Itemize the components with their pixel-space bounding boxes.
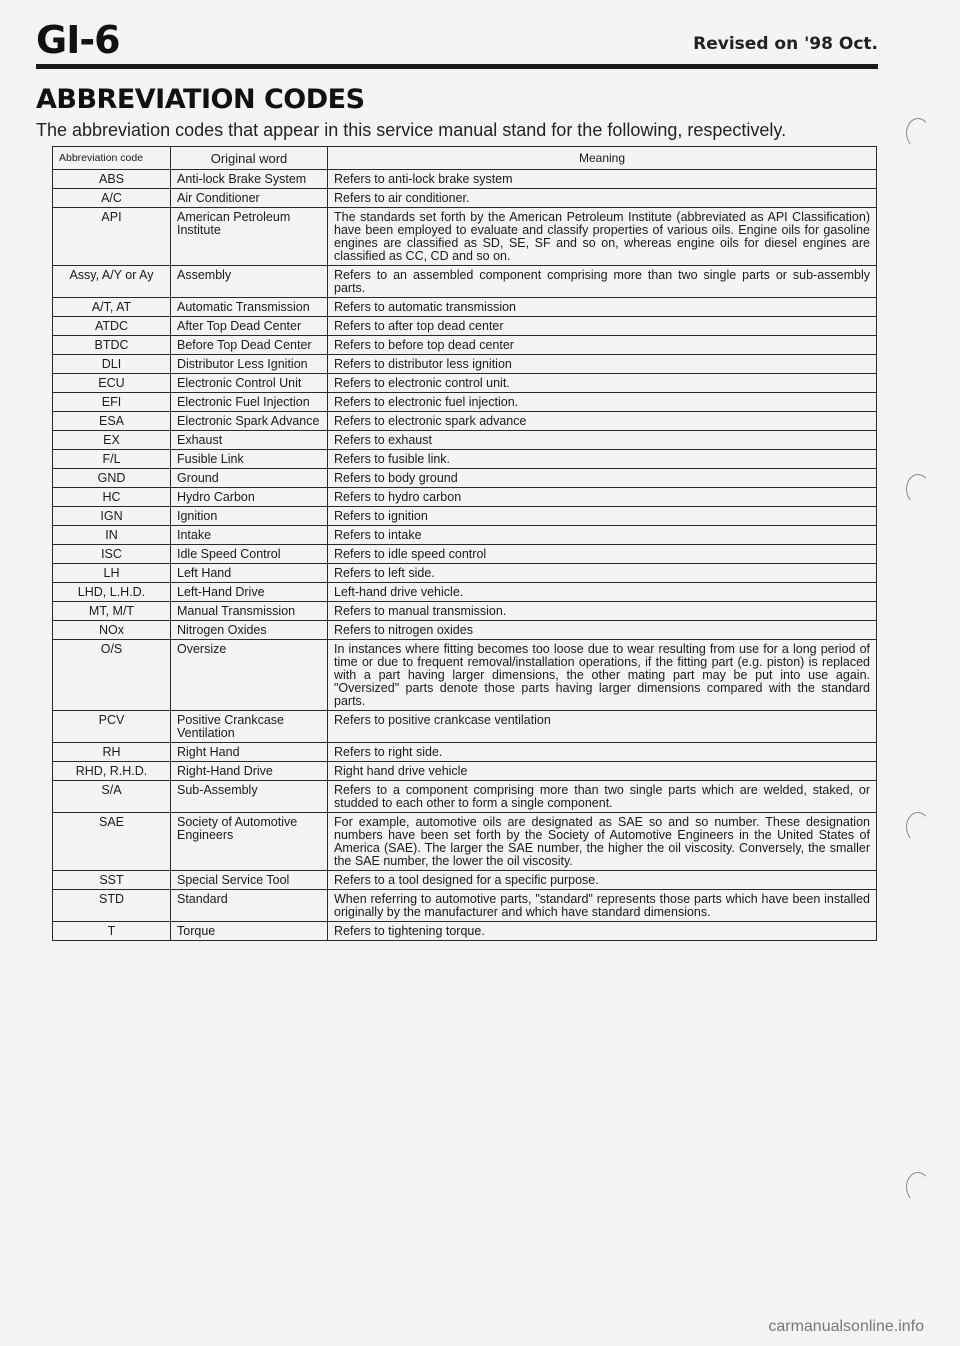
original-word-cell: Fusible Link bbox=[171, 450, 328, 469]
margin-hole-mark bbox=[906, 1172, 930, 1202]
table-row bbox=[53, 374, 877, 393]
original-word-cell: Nitrogen Oxides bbox=[171, 621, 328, 640]
meaning-cell: Refers to right side. bbox=[328, 743, 877, 762]
table-row bbox=[53, 564, 877, 583]
abbreviation-cell: EFI bbox=[53, 393, 171, 412]
table-row bbox=[53, 621, 877, 640]
abbreviation-cell: DLI bbox=[53, 355, 171, 374]
table-row bbox=[53, 412, 877, 431]
table-row bbox=[53, 545, 877, 564]
meaning-cell: Refers to before top dead center bbox=[328, 336, 877, 355]
header-abbreviation-code: Abbreviation code bbox=[53, 147, 171, 170]
table-row bbox=[53, 583, 877, 602]
original-word-cell: Manual Transmission bbox=[171, 602, 328, 621]
header-meaning: Meaning bbox=[328, 147, 877, 170]
original-word-cell: Air Conditioner bbox=[171, 189, 328, 208]
table-row bbox=[53, 336, 877, 355]
meaning-cell: Refers to electronic fuel injection. bbox=[328, 393, 877, 412]
original-word-cell: Anti-lock Brake System bbox=[171, 170, 328, 189]
original-word-cell: Exhaust bbox=[171, 431, 328, 450]
original-word-cell: Left Hand bbox=[171, 564, 328, 583]
table-row bbox=[53, 813, 877, 871]
meaning-cell: When referring to automotive parts, "standard" represents those parts which have been installed originally by the manufacturer and which have standard dimensions. bbox=[328, 890, 877, 922]
original-word-cell: Right-Hand Drive bbox=[171, 762, 328, 781]
intro-text: The abbreviation codes that appear in this service manual stand for the following, respectively. bbox=[36, 120, 787, 140]
meaning-cell: Left-hand drive vehicle. bbox=[328, 583, 877, 602]
abbreviation-cell: ABS bbox=[53, 170, 171, 189]
original-word-cell: Idle Speed Control bbox=[171, 545, 328, 564]
abbreviation-cell: ESA bbox=[53, 412, 171, 431]
abbreviation-cell: ATDC bbox=[53, 317, 171, 336]
meaning-cell: Refers to positive crankcase ventilation bbox=[328, 711, 877, 743]
meaning-cell: The standards set forth by the American Petroleum Institute (abbreviated as API Classification) have been employed to evaluate and classify properties of various oils. Engine oils for gasoline engines are classified as SD, SE, SF and so on, whereas engine oils for diesel engines are classified as CC, CD and so on. bbox=[328, 208, 877, 266]
abbreviation-cell: S/A bbox=[53, 781, 171, 813]
abbreviation-cell: MT, M/T bbox=[53, 602, 171, 621]
original-word-cell: Society of Automotive Engineers bbox=[171, 813, 328, 871]
abbreviation-cell: GND bbox=[53, 469, 171, 488]
table-header-row bbox=[53, 147, 877, 170]
abbreviation-cell: API bbox=[53, 208, 171, 266]
original-word-cell: Sub-Assembly bbox=[171, 781, 328, 813]
meaning-cell: Refers to tightening torque. bbox=[328, 922, 877, 941]
table-row bbox=[53, 743, 877, 762]
original-word-cell: Hydro Carbon bbox=[171, 488, 328, 507]
table-row bbox=[53, 450, 877, 469]
abbreviation-cell: RH bbox=[53, 743, 171, 762]
abbreviation-cell: STD bbox=[53, 890, 171, 922]
abbreviation-cell: Assy, A/Y or Ay bbox=[53, 266, 171, 298]
table-row bbox=[53, 781, 877, 813]
original-word-cell: American Petroleum Institute bbox=[171, 208, 328, 266]
abbreviation-cell: F/L bbox=[53, 450, 171, 469]
abbreviation-cell: LH bbox=[53, 564, 171, 583]
abbreviation-cell: SAE bbox=[53, 813, 171, 871]
abbreviation-cell: IGN bbox=[53, 507, 171, 526]
abbreviation-table bbox=[52, 146, 877, 941]
original-word-cell: Special Service Tool bbox=[171, 871, 328, 890]
original-word-cell: Distributor Less Ignition bbox=[171, 355, 328, 374]
table-row bbox=[53, 711, 877, 743]
abbreviation-cell: IN bbox=[53, 526, 171, 545]
original-word-cell: Assembly bbox=[171, 266, 328, 298]
original-word-cell: Intake bbox=[171, 526, 328, 545]
table-row bbox=[53, 602, 877, 621]
meaning-cell: In instances where fitting becomes too loose due to wear resulting from use for a long period of time or due to frequent removal/installation operations, if the fitting part (e.g. piston) is replaced with a part having larger dimensions, the other mating part may be put into use again. "Oversized" parts denote those parts having larger dimensions compared with the standard parts. bbox=[328, 640, 877, 711]
original-word-cell: Standard bbox=[171, 890, 328, 922]
original-word-cell: Oversize bbox=[171, 640, 328, 711]
meaning-cell: Refers to manual transmission. bbox=[328, 602, 877, 621]
page-code: GI-6 bbox=[36, 18, 120, 62]
meaning-cell: Refers to electronic control unit. bbox=[328, 374, 877, 393]
original-word-cell: Electronic Spark Advance bbox=[171, 412, 328, 431]
meaning-cell: Refers to electronic spark advance bbox=[328, 412, 877, 431]
meaning-cell: Refers to air conditioner. bbox=[328, 189, 877, 208]
meaning-cell: Refers to body ground bbox=[328, 469, 877, 488]
watermark: carmanualsonline.info bbox=[768, 1318, 924, 1335]
original-word-cell: Positive Crankcase Ventilation bbox=[171, 711, 328, 743]
table-row bbox=[53, 488, 877, 507]
meaning-cell: Refers to fusible link. bbox=[328, 450, 877, 469]
meaning-cell: For example, automotive oils are designated as SAE so and so number. These designation numbers have been set forth by the Society of Automotive Engineers in the United States of America (SAE). The larger the SAE number, the higher the oil viscosity. Conversely, the smaller the SAE number, the lower the oil viscosity. bbox=[328, 813, 877, 871]
header-original-word: Original word bbox=[171, 147, 328, 170]
meaning-cell: Refers to hydro carbon bbox=[328, 488, 877, 507]
revision-date: Revised on '98 Oct. bbox=[693, 34, 878, 54]
abbreviation-cell: RHD, R.H.D. bbox=[53, 762, 171, 781]
meaning-cell: Refers to ignition bbox=[328, 507, 877, 526]
table-row bbox=[53, 890, 877, 922]
table-row bbox=[53, 208, 877, 266]
meaning-cell: Refers to anti-lock brake system bbox=[328, 170, 877, 189]
meaning-cell: Refers to intake bbox=[328, 526, 877, 545]
original-word-cell: Left-Hand Drive bbox=[171, 583, 328, 602]
meaning-cell: Refers to an assembled component comprising more than two single parts or sub-assembly parts. bbox=[328, 266, 877, 298]
meaning-cell: Refers to automatic transmission bbox=[328, 298, 877, 317]
table-row bbox=[53, 431, 877, 450]
table-row bbox=[53, 526, 877, 545]
table-row bbox=[53, 640, 877, 711]
table-row bbox=[53, 922, 877, 941]
table-row bbox=[53, 871, 877, 890]
abbreviation-cell: SST bbox=[53, 871, 171, 890]
table-row bbox=[53, 762, 877, 781]
table-row bbox=[53, 355, 877, 374]
abbreviation-cell: HC bbox=[53, 488, 171, 507]
abbreviation-cell: A/C bbox=[53, 189, 171, 208]
table-row bbox=[53, 189, 877, 208]
abbreviation-cell: ISC bbox=[53, 545, 171, 564]
meaning-cell: Right hand drive vehicle bbox=[328, 762, 877, 781]
meaning-cell: Refers to exhaust bbox=[328, 431, 877, 450]
table-row bbox=[53, 317, 877, 336]
table-row bbox=[53, 298, 877, 317]
meaning-cell: Refers to after top dead center bbox=[328, 317, 877, 336]
meaning-cell: Refers to nitrogen oxides bbox=[328, 621, 877, 640]
original-word-cell: After Top Dead Center bbox=[171, 317, 328, 336]
abbreviation-cell: EX bbox=[53, 431, 171, 450]
table-body bbox=[53, 170, 877, 941]
abbreviation-cell: NOx bbox=[53, 621, 171, 640]
abbreviation-cell: LHD, L.H.D. bbox=[53, 583, 171, 602]
meaning-cell: Refers to a tool designed for a specific purpose. bbox=[328, 871, 877, 890]
original-word-cell: Torque bbox=[171, 922, 328, 941]
abbreviation-cell: ECU bbox=[53, 374, 171, 393]
original-word-cell: Automatic Transmission bbox=[171, 298, 328, 317]
original-word-cell: Ignition bbox=[171, 507, 328, 526]
header-rule bbox=[36, 64, 878, 69]
meaning-cell: Refers to a component comprising more than two single parts which are welded, staked, or studded to each other to form a single component. bbox=[328, 781, 877, 813]
abbreviation-cell: A/T, AT bbox=[53, 298, 171, 317]
abbreviation-cell: O/S bbox=[53, 640, 171, 711]
original-word-cell: Right Hand bbox=[171, 743, 328, 762]
table-row bbox=[53, 170, 877, 189]
abbreviation-cell: PCV bbox=[53, 711, 171, 743]
meaning-cell: Refers to left side. bbox=[328, 564, 877, 583]
abbreviation-cell: BTDC bbox=[53, 336, 171, 355]
table-row bbox=[53, 507, 877, 526]
original-word-cell: Ground bbox=[171, 469, 328, 488]
margin-hole-mark bbox=[906, 118, 930, 148]
section-title: ABBREVIATION CODES bbox=[36, 84, 365, 115]
abbreviation-cell: T bbox=[53, 922, 171, 941]
table-row bbox=[53, 469, 877, 488]
original-word-cell: Electronic Control Unit bbox=[171, 374, 328, 393]
meaning-cell: Refers to distributor less ignition bbox=[328, 355, 877, 374]
original-word-cell: Before Top Dead Center bbox=[171, 336, 328, 355]
margin-hole-mark bbox=[906, 812, 930, 842]
original-word-cell: Electronic Fuel Injection bbox=[171, 393, 328, 412]
table-row bbox=[53, 393, 877, 412]
margin-hole-mark bbox=[906, 474, 930, 504]
meaning-cell: Refers to idle speed control bbox=[328, 545, 877, 564]
table-row bbox=[53, 266, 877, 298]
